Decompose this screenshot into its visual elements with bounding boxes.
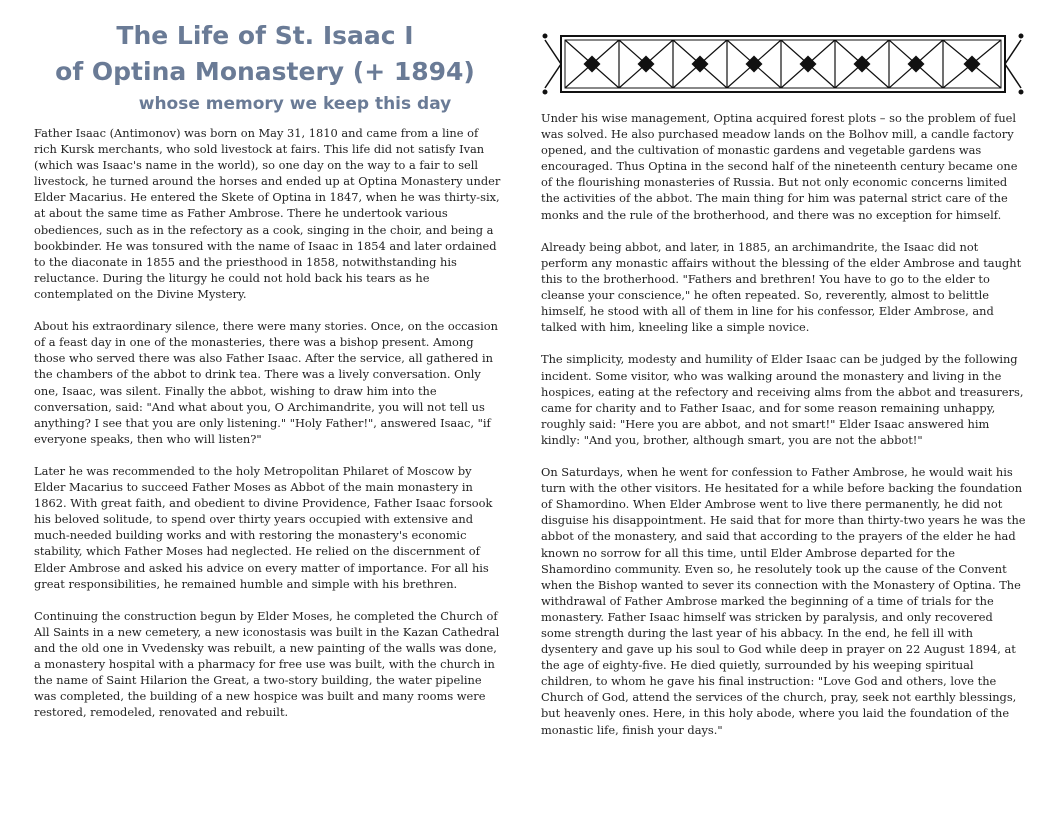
paragraph: Under his wise management, Optina acquired forest plots – so the problem of fuel was solved. He also purchased meadow lands on the Bolhov mill, a candle factory opened, and the cultivation of monastic gardens and vegetable gardens was encouraged. Thus Optina in the second half of the nineteenth century became one of the flourishing monasteries of Russia. But not only economic concerns limited the activities of the abbot. The main thing for him was paternal strict care of the monks and the rule of the brotherhood, and there was no exception for himself. <box>541 111 1018 222</box>
title-line-1: The Life of St. Isaac I <box>116 21 414 50</box>
paragraph: The simplicity, modesty and humility of Elder Isaac can be judged by the following incident. Some visitor, who was walking around the monastery and living in the hospices, eating at the refectory and receiving alms from the abbot and treasurers, came for charity and to Father Isaac, and for some reason remaining unhappy, roughly said: "Here you are abbot, and not smart!" Elder Isaac answered him kindly: "And you, brother, although smart, you are not the abbot!" <box>541 352 1024 447</box>
paragraph: On Saturdays, when he went for confession to Father Ambrose, he would wait his turn with the other visitors. He hesitated for a while before backing the foundation of Shamordino. When Elder Ambrose went to live there permanently, he did not disguise his disappointment. He said that for more than thirty-two years he was the abbot of the monastery, and said that according to the prayers of the elder he had known no sorrow for all this time, until Elder Ambrose departed for the Shamordino community. Even so, he resolutely took up the cause of the Convent when the Bishop wanted to sever its connection with the Monastery of Optina. The withdrawal of Father Ambrose marked the beginning of a time of trials for the monastery. Father Isaac himself was stricken by paralysis, and only recovered some strength during the last year of his abbacy. In the end, he fell ill with dysentery and gave up his soul to God while deep in prayer on 22 August 1894, at the age of eighty-five. He died quietly, surrounded by his weeping spiritual children, to whom he gave his final instruction: "Love God and others, love the Church of God, attend the services of the church, pray, seek not earthly blessings, but heavenly ones. Here, in this holy abode, where you laid the foundation of the monastic life, finish your days." <box>541 465 1026 737</box>
paragraph: About his extraordinary silence, there were many stories. Once, on the occasion of a feast day in one of the monasteries, there was a bishop present. Among those who served there was also Father Isaac. After the service, all gathered in the chambers of the abbot to drink tea. There was a lively conversation. Only one, Isaac, was silent. Finally the abbot, wishing to draw him into the conversation, said: "And what about you, O Archimandrite, you will not tell us anything? I see that you are only listening." "Holy Father!", answered Isaac, "if everyone speaks, then who will listen?" <box>34 319 498 446</box>
paragraph: Later he was recommended to the holy Metropolitan Philaret of Moscow by Elder Macarius to succeed Father Moses as Abbot of the main monastery in 1862. With great faith, and obedient to divine Providence, Father Isaac forsook his beloved solitude, to spend over thirty years occupied with extensive and much-needed building works and with restoring the monastery's economic stability, which Father Moses had neglected. He relied on the discernment of Elder Ambrose and asked his advice on every matter of importance. For all his great responsibilities, he remained humble and simple with his brethren. <box>34 463 493 591</box>
paragraph: Father Isaac (Antimonov) was born on May 31, 1810 and came from a line of rich Kursk merchants, who sold livestock at fairs. This life did not satisfy Ivan (which was Isaac's name in the world), so one day on the way to a fair to sell livestock, he turned around the horses and ended up at Optina Monastery under Elder Macarius. He entered the Skete of Optina in 1847, when he was thirty-six, at about the same time as Father Ambrose. There he undertook various obediences, such as in the refectory as a cook, singing in the choir, and being a bookbinder. He was tonsured with the name of Isaac in 1854 and later ordained to the diaconate in 1855 and the priesthood in 1858, notwithstanding his reluctance. During the liturgy he could not hold back his tears as he contemplated on the Divine Mystery. <box>34 126 501 301</box>
page-title <box>30 18 500 116</box>
right-column <box>541 110 1026 754</box>
subtitle: whose memory we keep this day <box>138 94 452 114</box>
title-line-2: of Optina Monastery (+ 1894) <box>55 57 475 86</box>
decorative-border-icon <box>541 22 1025 102</box>
paragraph: Already being abbot, and later, in 1885, an archimandrite, the Isaac did not perform any monastic affairs without the blessing of the elder Ambrose and taught this to the brotherhood. "Fathers and brethren! You have to go to the elder to cleanse your conscience," he often repeated. So, reverently, almost to belittle himself, he stood with all of them in line for his confessor, Elder Ambrose, and talked with him, kneeling like a simple novice. <box>541 239 1022 335</box>
paragraph: Continuing the construction begun by Elder Moses, he completed the Church of All Saints in a new cemetery, a new iconostasis was built in the Kazan Cathedral and the old one in Vvedensky was rebuilt, a new painting of the walls was done, a monastery hospital with a pharmacy for free use was built, with the church in the name of Saint Hilarion the Great, a two-story building, the water pipeline was completed, the building of a new hospice was built and many rooms were restored, remodeled, renovated and rebuilt. <box>34 608 500 720</box>
left-column <box>34 125 504 737</box>
